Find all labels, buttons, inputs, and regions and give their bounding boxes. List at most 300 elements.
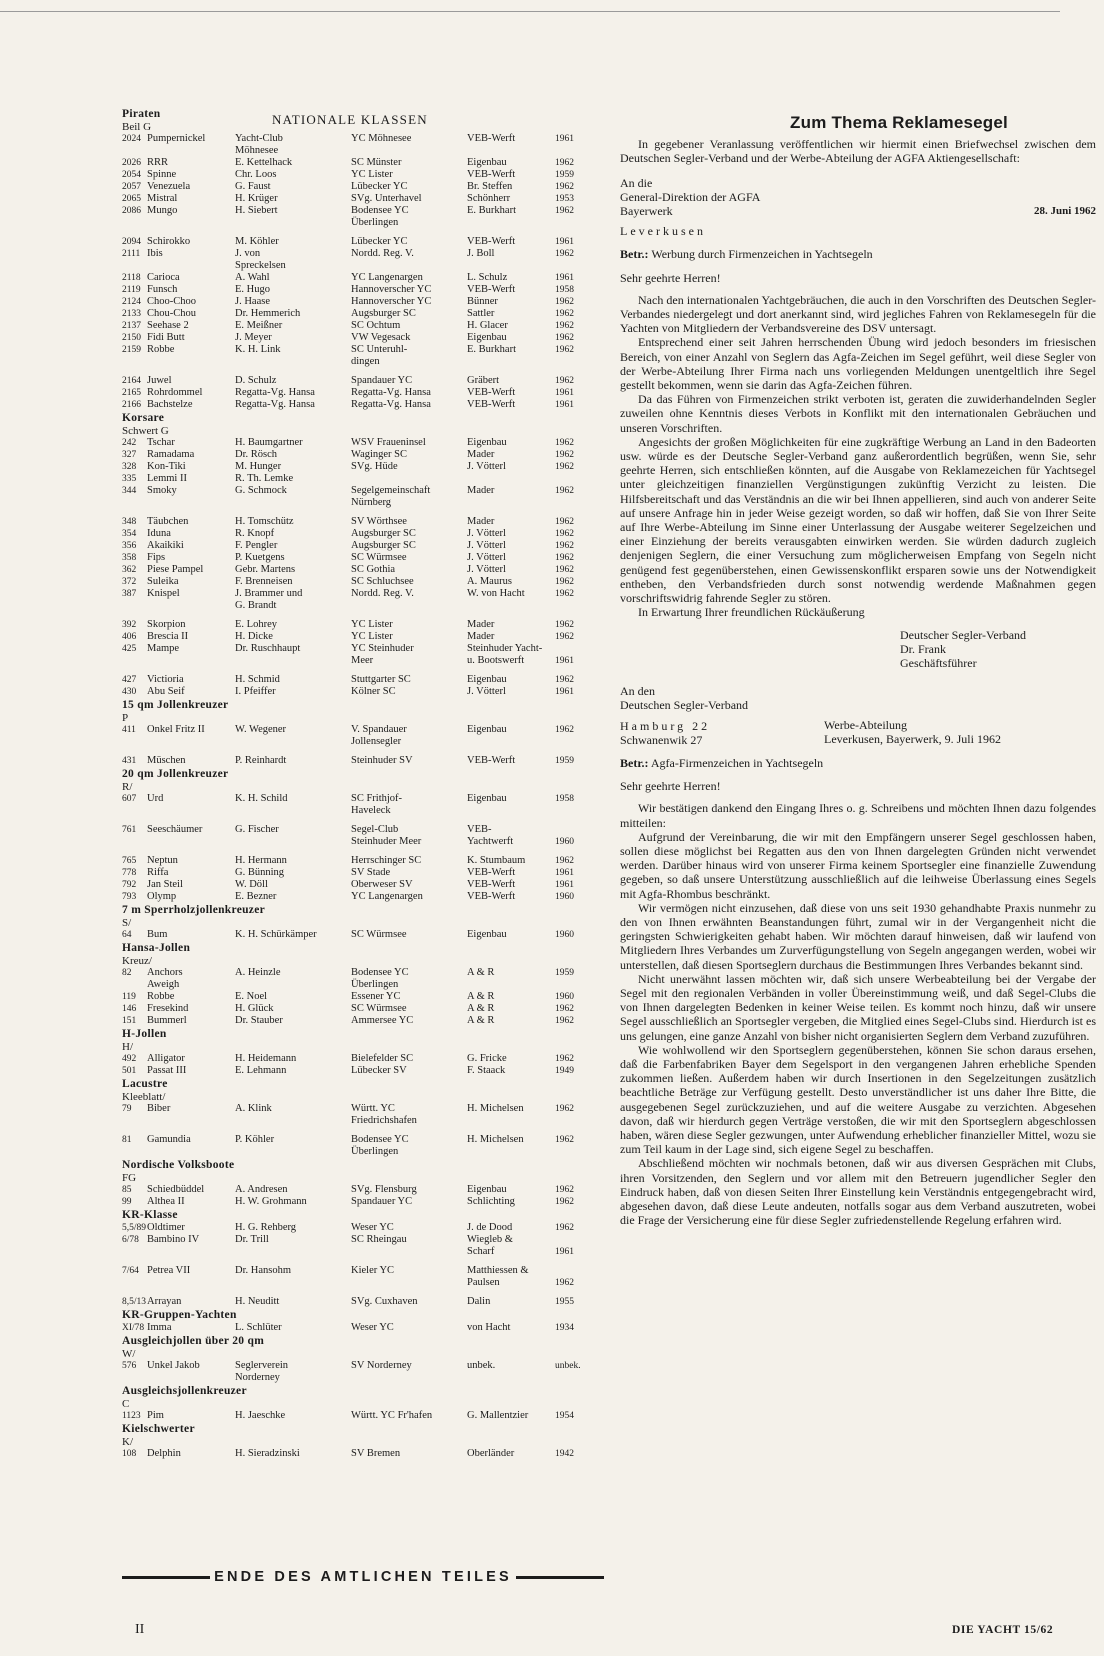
owner-name: E. Noel <box>235 991 268 1002</box>
letter2-subject-text: Agfa-Firmenzeichen in Yachtsegeln <box>650 755 824 770</box>
owner-name: L. Schlüter <box>235 1322 282 1333</box>
club-name: Lübecker SV <box>351 1065 407 1076</box>
builder-name: VEB-Werft <box>467 284 516 295</box>
register-row <box>122 1134 610 1158</box>
owner-name: H. Glück <box>235 1003 274 1014</box>
build-year: 1962 <box>555 486 574 496</box>
boat-name: Mampe <box>147 643 180 654</box>
build-year: 1962 <box>555 345 574 355</box>
builder-name: Dalin <box>467 1296 491 1307</box>
sail-number: 6/78 <box>122 1235 139 1245</box>
top-rule <box>0 11 1060 12</box>
boat-name: Mungo <box>147 205 178 216</box>
club-name: SC Würmsee <box>351 929 407 940</box>
builder-name: L. Schulz <box>467 272 508 283</box>
builder-name: G. Mallentzier <box>467 1410 529 1421</box>
boat-name: Unkel Jakob <box>147 1360 200 1371</box>
boat-name: Seeschäumer <box>147 824 203 835</box>
builder-name: Eigenbau <box>467 674 507 685</box>
builder-name: J. Vötterl <box>467 686 506 697</box>
builder-name: J. Vötterl <box>467 564 506 575</box>
builder-name: Eigenbau <box>467 437 507 448</box>
boat-name: Imma <box>147 1322 172 1333</box>
letter2-subject <box>620 756 1096 770</box>
register-row <box>122 1222 610 1234</box>
builder-name: Mader <box>467 516 495 527</box>
builder-name: VEB-Werft <box>467 387 516 398</box>
owner-name: H. Baumgartner <box>235 437 303 448</box>
owner-name: E. Lehmann <box>235 1065 287 1076</box>
owner-name: Regatta-Vg. Hansa <box>235 399 315 410</box>
sail-number: 607 <box>122 794 137 804</box>
register-row <box>122 193 610 205</box>
register-row <box>122 437 610 449</box>
owner-name: Dr. Hemmerich <box>235 308 301 319</box>
class-name: Ausgleichjollen über 20 qm <box>122 1335 265 1347</box>
owner-name: H. Heidemann <box>235 1053 297 1064</box>
club-name: SC Gothia <box>351 564 396 575</box>
letter1-addr-date-row <box>620 204 1096 218</box>
owner-name: Seglerverein Norderney <box>235 1360 289 1383</box>
letter1-city: Leverkusen <box>620 224 706 239</box>
builder-name: H. Glacer <box>467 320 508 331</box>
boat-name: Pumpernickel <box>147 133 206 144</box>
register-row <box>122 375 610 387</box>
sail-number: 356 <box>122 541 137 551</box>
builder-name: Eigenbau <box>467 793 507 804</box>
register-row <box>122 284 610 296</box>
club-name: Oberweser SV <box>351 879 413 890</box>
builder-name: VEB-Werft <box>467 169 516 180</box>
club-name: Hannoverscher YC <box>351 296 432 307</box>
letter2-address <box>620 684 824 747</box>
club-name: Stuttgarter SC <box>351 674 411 685</box>
sail-number: 2057 <box>122 182 141 192</box>
builder-name: Mader <box>467 485 495 496</box>
owner-name: H. Krüger <box>235 193 278 204</box>
sail-number: 430 <box>122 687 137 697</box>
build-year: 1962 <box>555 565 574 575</box>
owner-name: I. Pfeiffer <box>235 686 276 697</box>
build-year: 1934 <box>555 1323 574 1333</box>
sail-number: 328 <box>122 462 137 472</box>
club-name: Württ. YC Fr'hafen <box>351 1410 433 1421</box>
club-name: Bodensee YC Überlingen <box>351 967 409 990</box>
sail-number: 761 <box>122 825 137 835</box>
sail-number: 85 <box>122 1185 132 1195</box>
boat-name: Ramadama <box>147 449 195 460</box>
builder-name: Bünner <box>467 296 498 307</box>
end-of-official-part <box>122 1569 604 1585</box>
boat-name: Knispel <box>147 588 180 599</box>
class-sail-mark: Kreuz/ <box>122 955 152 967</box>
sail-number: 501 <box>122 1066 137 1076</box>
boat-name: Abu Seif <box>147 686 185 697</box>
letter1-subject-text: Werbung durch Firmenzeichen in Yachtsegeln <box>651 247 873 262</box>
boat-name: Arrayan <box>147 1296 182 1307</box>
club-name: Weser YC <box>351 1322 394 1333</box>
boat-name: Althea II <box>147 1196 185 1207</box>
sail-number: 81 <box>122 1135 132 1145</box>
build-year: 1962 <box>555 1054 574 1064</box>
register-row <box>122 879 610 891</box>
build-year: 1962 <box>555 158 574 168</box>
class-name: 20 qm Jollenkreuzer <box>122 768 229 780</box>
sail-number: 406 <box>122 632 137 642</box>
owner-name: A. Andresen <box>235 1184 288 1195</box>
class-name: Ausgleichsjollenkreuzer <box>122 1385 247 1397</box>
register-row <box>122 1065 610 1077</box>
register-row <box>122 793 610 817</box>
sail-number: 793 <box>122 892 137 902</box>
builder-name: J. de Dood <box>467 1222 513 1233</box>
sail-number: 2118 <box>122 273 141 283</box>
letter2-paragraph: Wir vermögen nicht einzusehen, daß diese von uns seit 1930 gehandhabte Praxis nunmehr zu den von Ihnen erwähnten Beanstandungen führt, zumal wir in der Vergangenheit nicht die geringsten Schwierigkeiten gehabt haben. Wir möchten darauf hinweisen, daß wir laufend von Mitgliedern Ihres Verbandes um Zurverfügungstellung von Segeln angegangen werden, wobei wir unterstellen, daß diesen Sportseglern durchaus die Bestimmungen Ihres Verbandes bekannt sind. <box>620 900 1096 972</box>
build-year: 1962 <box>555 309 574 319</box>
owner-name: A. Heinzle <box>235 967 281 978</box>
build-year: 1959 <box>555 170 574 180</box>
owner-name: J. von Spreckelsen <box>235 248 286 271</box>
builder-name: VEB-Werft <box>467 399 516 410</box>
owner-name: M. Köhler <box>235 236 279 247</box>
club-name: SC Schluchsee <box>351 576 414 587</box>
register-row <box>122 1448 610 1460</box>
builder-name: Br. Steffen <box>467 181 513 192</box>
register-row <box>122 643 610 667</box>
club-name: WSV Fraueninsel <box>351 437 426 448</box>
sail-number: 99 <box>122 1197 132 1207</box>
owner-name: H. Dicke <box>235 631 273 642</box>
sail-number: 2166 <box>122 400 141 410</box>
build-year: 1962 <box>555 1197 574 1207</box>
boat-name: Akaikiki <box>147 540 184 551</box>
sail-number: 2150 <box>122 333 141 343</box>
boat-name: Passat III <box>147 1065 187 1076</box>
register-row <box>122 686 610 698</box>
letter1-subject-label: Betr.: <box>620 247 649 262</box>
boat-name: Gamundia <box>147 1134 191 1145</box>
builder-name <box>467 473 555 485</box>
sail-number: 5,5/89 <box>122 1223 147 1233</box>
build-year: 1949 <box>555 1066 574 1076</box>
boat-name: Lemmi II <box>147 473 187 484</box>
register-row <box>122 332 610 344</box>
boat-name: Fresekind <box>147 1003 189 1014</box>
class-sail-mark: Beil G <box>122 121 152 133</box>
register-row <box>122 552 610 564</box>
club-name: SV Bremen <box>351 1448 401 1459</box>
owner-name: H. Hermann <box>235 855 287 866</box>
owner-name: W. Wegener <box>235 724 287 735</box>
build-year: 1962 <box>555 249 574 259</box>
owner-name: H. Siebert <box>235 205 278 216</box>
owner-name: Dr. Trill <box>235 1234 269 1245</box>
owner-name: F. Pengler <box>235 540 278 551</box>
owner-name: K. H. Schürkämper <box>235 929 317 940</box>
builder-name: A & R <box>467 1015 495 1026</box>
club-name: Augsburger SC <box>351 308 416 319</box>
build-year: 1958 <box>555 285 574 295</box>
builder-name: VEB-Werft <box>467 133 516 144</box>
class-name: Korsare <box>122 412 165 424</box>
register-row <box>122 1265 610 1289</box>
build-year: 1961 <box>555 134 574 144</box>
build-year: 1962 <box>555 1223 574 1233</box>
letter2-subject-label: Betr.: <box>620 755 649 770</box>
register-row <box>122 855 610 867</box>
boat-name: Ibis <box>147 248 163 259</box>
letter1-paragraph: In Erwartung Ihrer freundlichen Rückäußerung <box>638 605 865 620</box>
club-name: YC Lister <box>351 169 393 180</box>
builder-name: Schlichting <box>467 1196 515 1207</box>
register-row <box>122 755 610 767</box>
letter2-addr-line: Schwanenwik 27 <box>620 732 703 747</box>
boat-name: Juwel <box>147 375 172 386</box>
build-year: 1962 <box>555 321 574 331</box>
register-row <box>122 576 610 588</box>
club-name: SC Würmsee <box>351 1003 407 1014</box>
sail-number: 119 <box>122 992 136 1002</box>
build-year: 1962 <box>555 182 574 192</box>
class-name: 15 qm Jollenkreuzer <box>122 699 229 711</box>
register-row <box>122 1296 610 1308</box>
letter2-paragraph: Nicht unerwähnt lassen möchten wir, daß sich unsere Werbeabteilung bei der Vergabe der Segel mit den regionalen Verbänden in voller Übereinstimmung weiß, und daß Segel-Clubs die von Ihnen dargelegten Bedenken in keiner Weise teilen. Es kommt noch hinzu, daß wir unsere Segel ausschließlich an Sportsegler vergeben, die Mitglied eines Segel-Clubs sind. Hierdurch ist es uns gelungen, eine ganze Anzahl von bisher nicht organisierten Seglern dem Verband zuzuführen. <box>620 971 1096 1043</box>
builder-name: A & R <box>467 991 495 1002</box>
builder-name: VEB-Werft <box>467 867 516 878</box>
build-year: 1955 <box>555 1297 574 1307</box>
letter1-paragraph: Entsprechend einer seit Jahren herrschenden Übung wird jedoch besonders im friesischen Bereich, von einer Anzahl von Seglern das Agfa-Zeichen im Segel geführt, weil diese Segler von der Werbe-Abteilung Ihrer Firma nach uns vorliegenden Meldungen unentgeltlich ihre Segel gestellt bekommen, wenn sie darin das Agfa-Zeichen führen. <box>620 335 1096 393</box>
club-name: YC Langenargen <box>351 272 423 283</box>
sail-number: 425 <box>122 644 137 654</box>
register-row <box>122 631 610 643</box>
signature-line: Deutscher Segler-Verband <box>900 627 1027 642</box>
club-name: SC Münster <box>351 157 402 168</box>
build-year: 1961 <box>555 273 574 283</box>
register-row <box>122 1103 610 1127</box>
boat-name: Onkel Fritz II <box>147 724 205 735</box>
build-year: 1962 <box>555 620 574 630</box>
build-year: 1961 <box>555 868 574 878</box>
sail-number: 2133 <box>122 309 141 319</box>
builder-name: A & R <box>467 967 495 978</box>
builder-name: K. Stumbaum <box>467 855 526 866</box>
boat-name: Biber <box>147 1103 171 1114</box>
build-year: 1962 <box>555 333 574 343</box>
boat-name: Alligator <box>147 1053 185 1064</box>
builder-name: Mader <box>467 449 495 460</box>
owner-name: H. Schmid <box>235 674 280 685</box>
register-row <box>122 1003 610 1015</box>
sail-number: 2024 <box>122 134 141 144</box>
builder-name: VEB-Werft <box>467 879 516 890</box>
build-year: 1962 <box>555 1135 574 1145</box>
build-year: 1958 <box>555 794 574 804</box>
boat-name: Olymp <box>147 891 177 902</box>
club-name: Essener YC <box>351 991 401 1002</box>
build-year: 1961 <box>555 388 574 398</box>
class-name: Piraten <box>122 108 161 120</box>
build-year: 1960 <box>555 930 574 940</box>
build-year: 1962 <box>555 206 574 216</box>
article-intro: In gegebener Veranlassung veröffentlichen wir hiermit einen Briefwechsel zwischen dem Deutschen Segler-Verband und der Werbe-Abteilung der AGFA Aktiengesellschaft: <box>620 137 1096 166</box>
club-name <box>351 473 467 485</box>
class-register <box>122 108 610 1460</box>
builder-name: J. Vötterl <box>467 528 506 539</box>
boat-name: Müschen <box>147 755 186 766</box>
owner-name: G. Bünning <box>235 867 285 878</box>
boat-name: Oldtimer <box>147 1222 185 1233</box>
build-year: 1960 <box>555 837 574 847</box>
builder-name: W. von Hacht <box>467 588 525 599</box>
owner-name: G. Fischer <box>235 824 279 835</box>
letter1-date: 28. Juni 1962 <box>1033 205 1096 218</box>
class-sail-mark: FG <box>122 1172 137 1184</box>
club-name: Segel-Club Steinhuder Meer <box>351 824 422 847</box>
owner-name: Dr. Hansohm <box>235 1265 291 1276</box>
build-year: 1962 <box>555 725 574 735</box>
build-year: 1961 <box>555 656 574 666</box>
build-year: 1962 <box>555 1004 574 1014</box>
signature-line: Geschäftsführer <box>900 655 977 670</box>
owner-name: Dr. Stauber <box>235 1015 283 1026</box>
register-row <box>122 236 610 248</box>
boat-name: RRR <box>147 157 169 168</box>
letter2-addr-line: Deutschen Segler-Verband <box>620 698 749 713</box>
club-name: SC Ochtum <box>351 320 401 331</box>
end-label: ENDE DES AMTLICHEN TEILES <box>214 1569 512 1585</box>
class-sail-mark: R/ <box>122 781 133 793</box>
register-row <box>122 1360 610 1384</box>
builder-name: Wiegleb & Scharf <box>467 1234 513 1257</box>
owner-name: E. Lohrey <box>235 619 277 630</box>
club-name: VW Vegesack <box>351 332 411 343</box>
register-row <box>122 528 610 540</box>
letter1-paragraph: Angesichts der großen Möglichkeiten für eine zugkräftige Werbung an Land in den Badeorten usw. würde es der Deutsche Segler-Verband ganz außerordentlich begrüßen, wenn Sie, sehr geehrte Herren, sich entschließen könnten, auf die Ausgabe von Reklamezeichen für Yachtsegel unter gleichzeitigen finanziellen Vergünstigungen zukünftig Verzicht zu leisten. Die Hilfsbereitschaft und das Verständnis an die wir bei Ihnen appellieren, sind auch von anderer Seite auf unsere Anfrage hin in jeder Weise gezeigt worden, so daß wir hoffen, daß Sie von Ihrer Seite auf Ihre Werbe-Abteilung im Sinne einer Unterlassung der Ausgabe weiterer Segelzeichen und einer Einziehung der bereits verausgabten einwirken werden. Sie würden dadurch zugleich denjenigen Seglern, die einer Versuchung zum möglicherweisen Empfang von Segeln nicht genügend fest gegenüberstehen, einen Gewissenskonflikt ersparen sowie uns der Notwendigkeit entheben, den Verbandsfrieden durch sonst notwendig werdende Maßnahmen gegen vorschriftswidrig fahrende Segler zu stören. <box>620 434 1096 606</box>
boat-name: Skorpion <box>147 619 186 630</box>
register-row <box>122 1196 610 1208</box>
register-row <box>122 516 610 528</box>
boat-name: Jan Steil <box>147 879 183 890</box>
builder-name: J. Vötterl <box>467 461 506 472</box>
letter2-paragraph: Abschließend möchten wir nochmals betonen, daß wir aus diversen Gesprächen mit Clubs, ihren Vorsitzenden, den Seglern und vor allem mit den Betreuern jugendlicher Segler den Eindruck haben, daß von diesen Seiten Ihrer Einstellung kein Verständnis entgegengebracht wird, abgesehen davon, daß diese Leute andeuten, notfalls sogar aus dem Verband auszutreten, wobei die Frage der Versicherung eine für diese Segler zufriedenstellende Regelung erfahren wird. <box>620 1156 1096 1228</box>
builder-name: Steinhuder Yacht- u. Bootswerft <box>467 643 543 666</box>
register-row <box>122 929 610 941</box>
signature-line: Dr. Frank <box>900 641 946 656</box>
boat-name: Bummerl <box>147 1015 187 1026</box>
build-year: 1960 <box>555 892 574 902</box>
builder-name: unbek. <box>467 1360 496 1371</box>
class-sail-mark: Kleeblatt/ <box>122 1091 166 1103</box>
register-row <box>122 674 610 686</box>
class-name: Nordische Volksboote <box>122 1159 235 1171</box>
sail-number: 765 <box>122 856 137 866</box>
boat-name: Delphin <box>147 1448 181 1459</box>
register-row <box>122 461 610 473</box>
sail-number: 576 <box>122 1361 137 1371</box>
builder-name: Eigenbau <box>467 157 507 168</box>
club-name: SV Stade <box>351 867 391 878</box>
class-name: KR-Klasse <box>122 1209 178 1221</box>
boat-name: Victioria <box>147 674 184 685</box>
letter1-paragraph: Da das Führen von Firmenzeichen strikt verboten ist, geraten die zuwiderhandelnden Segler zuweilen ohne Kenntnis dieses Verbots in Konflikt mit den internationalen Gebräuchen und unseren Vorschriften. <box>620 392 1096 435</box>
build-year <box>555 473 599 485</box>
letter2-sender <box>824 684 1096 747</box>
owner-name: E. Bezner <box>235 891 277 902</box>
boat-name: Täubchen <box>147 516 189 527</box>
owner-name: J. Meyer <box>235 332 272 343</box>
owner-name: D. Schulz <box>235 375 277 386</box>
build-year: 1959 <box>555 968 574 978</box>
end-rule-right <box>516 1576 604 1579</box>
owner-name: H. Jaeschke <box>235 1410 286 1421</box>
owner-name: P. Köhler <box>235 1134 275 1145</box>
register-row <box>122 1410 610 1422</box>
builder-name: VEB-Werft <box>467 755 516 766</box>
class-name: H-Jollen <box>122 1028 167 1040</box>
boat-name: Petrea VII <box>147 1265 191 1276</box>
club-name: SC Frithjof- Haveleck <box>351 793 403 816</box>
builder-name: F. Staack <box>467 1065 506 1076</box>
club-name: Nordd. Reg. V. <box>351 588 414 599</box>
sail-number: 7/64 <box>122 1266 139 1276</box>
boat-name: Seehase 2 <box>147 320 189 331</box>
owner-name: H. Tomschütz <box>235 516 294 527</box>
club-name: Herrschinger SC <box>351 855 422 866</box>
sail-number: 146 <box>122 1004 137 1014</box>
letter1-salutation: Sehr geehrte Herren! <box>620 270 721 285</box>
build-year: 1953 <box>555 194 574 204</box>
boat-name: Riffa <box>147 867 169 878</box>
owner-name: E. Kettelhack <box>235 157 293 168</box>
builder-name: VEB- Yachtwerft <box>467 824 514 847</box>
boat-name: Fidi Butt <box>147 332 185 343</box>
sail-number: 327 <box>122 450 137 460</box>
end-rule-left <box>122 1576 210 1579</box>
club-name: Ammersee YC <box>351 1015 414 1026</box>
sail-number: 431 <box>122 756 137 766</box>
owner-name: F. Brenneisen <box>235 576 293 587</box>
owner-name: Dr. Rösch <box>235 449 277 460</box>
sail-number: 2165 <box>122 388 141 398</box>
build-year: 1962 <box>555 297 574 307</box>
owner-name: Regatta-Vg. Hansa <box>235 387 315 398</box>
register-row <box>122 588 610 612</box>
register-row <box>122 344 610 368</box>
club-name: Waginger SC <box>351 449 408 460</box>
builder-name: Schönherr <box>467 193 511 204</box>
club-name: V. Spandauer Jollensegler <box>351 724 407 747</box>
boat-name: Pim <box>147 1410 164 1421</box>
sail-number: 392 <box>122 620 137 630</box>
boat-name: Fips <box>147 552 166 563</box>
club-name: YC Steinhuder Meer <box>351 643 414 666</box>
build-year: 1962 <box>555 553 574 563</box>
club-name: Bielefelder SC <box>351 1053 414 1064</box>
sail-number: 792 <box>122 880 137 890</box>
sail-number: 372 <box>122 577 137 587</box>
club-name: Steinhuder SV <box>351 755 413 766</box>
club-name: Spandauer YC <box>351 1196 413 1207</box>
article-title: Zum Thema Reklamesegel <box>790 113 1008 132</box>
club-name: Segelgemeinschaft Nürnberg <box>351 485 431 508</box>
sail-number: 151 <box>122 1016 137 1026</box>
club-name: SVg. Flensburg <box>351 1184 417 1195</box>
class-name: Hansa-Jollen <box>122 942 191 954</box>
owner-name: J. Haase <box>235 296 270 307</box>
register-row <box>122 619 610 631</box>
sail-number: 354 <box>122 529 137 539</box>
article-column <box>620 108 1096 1227</box>
